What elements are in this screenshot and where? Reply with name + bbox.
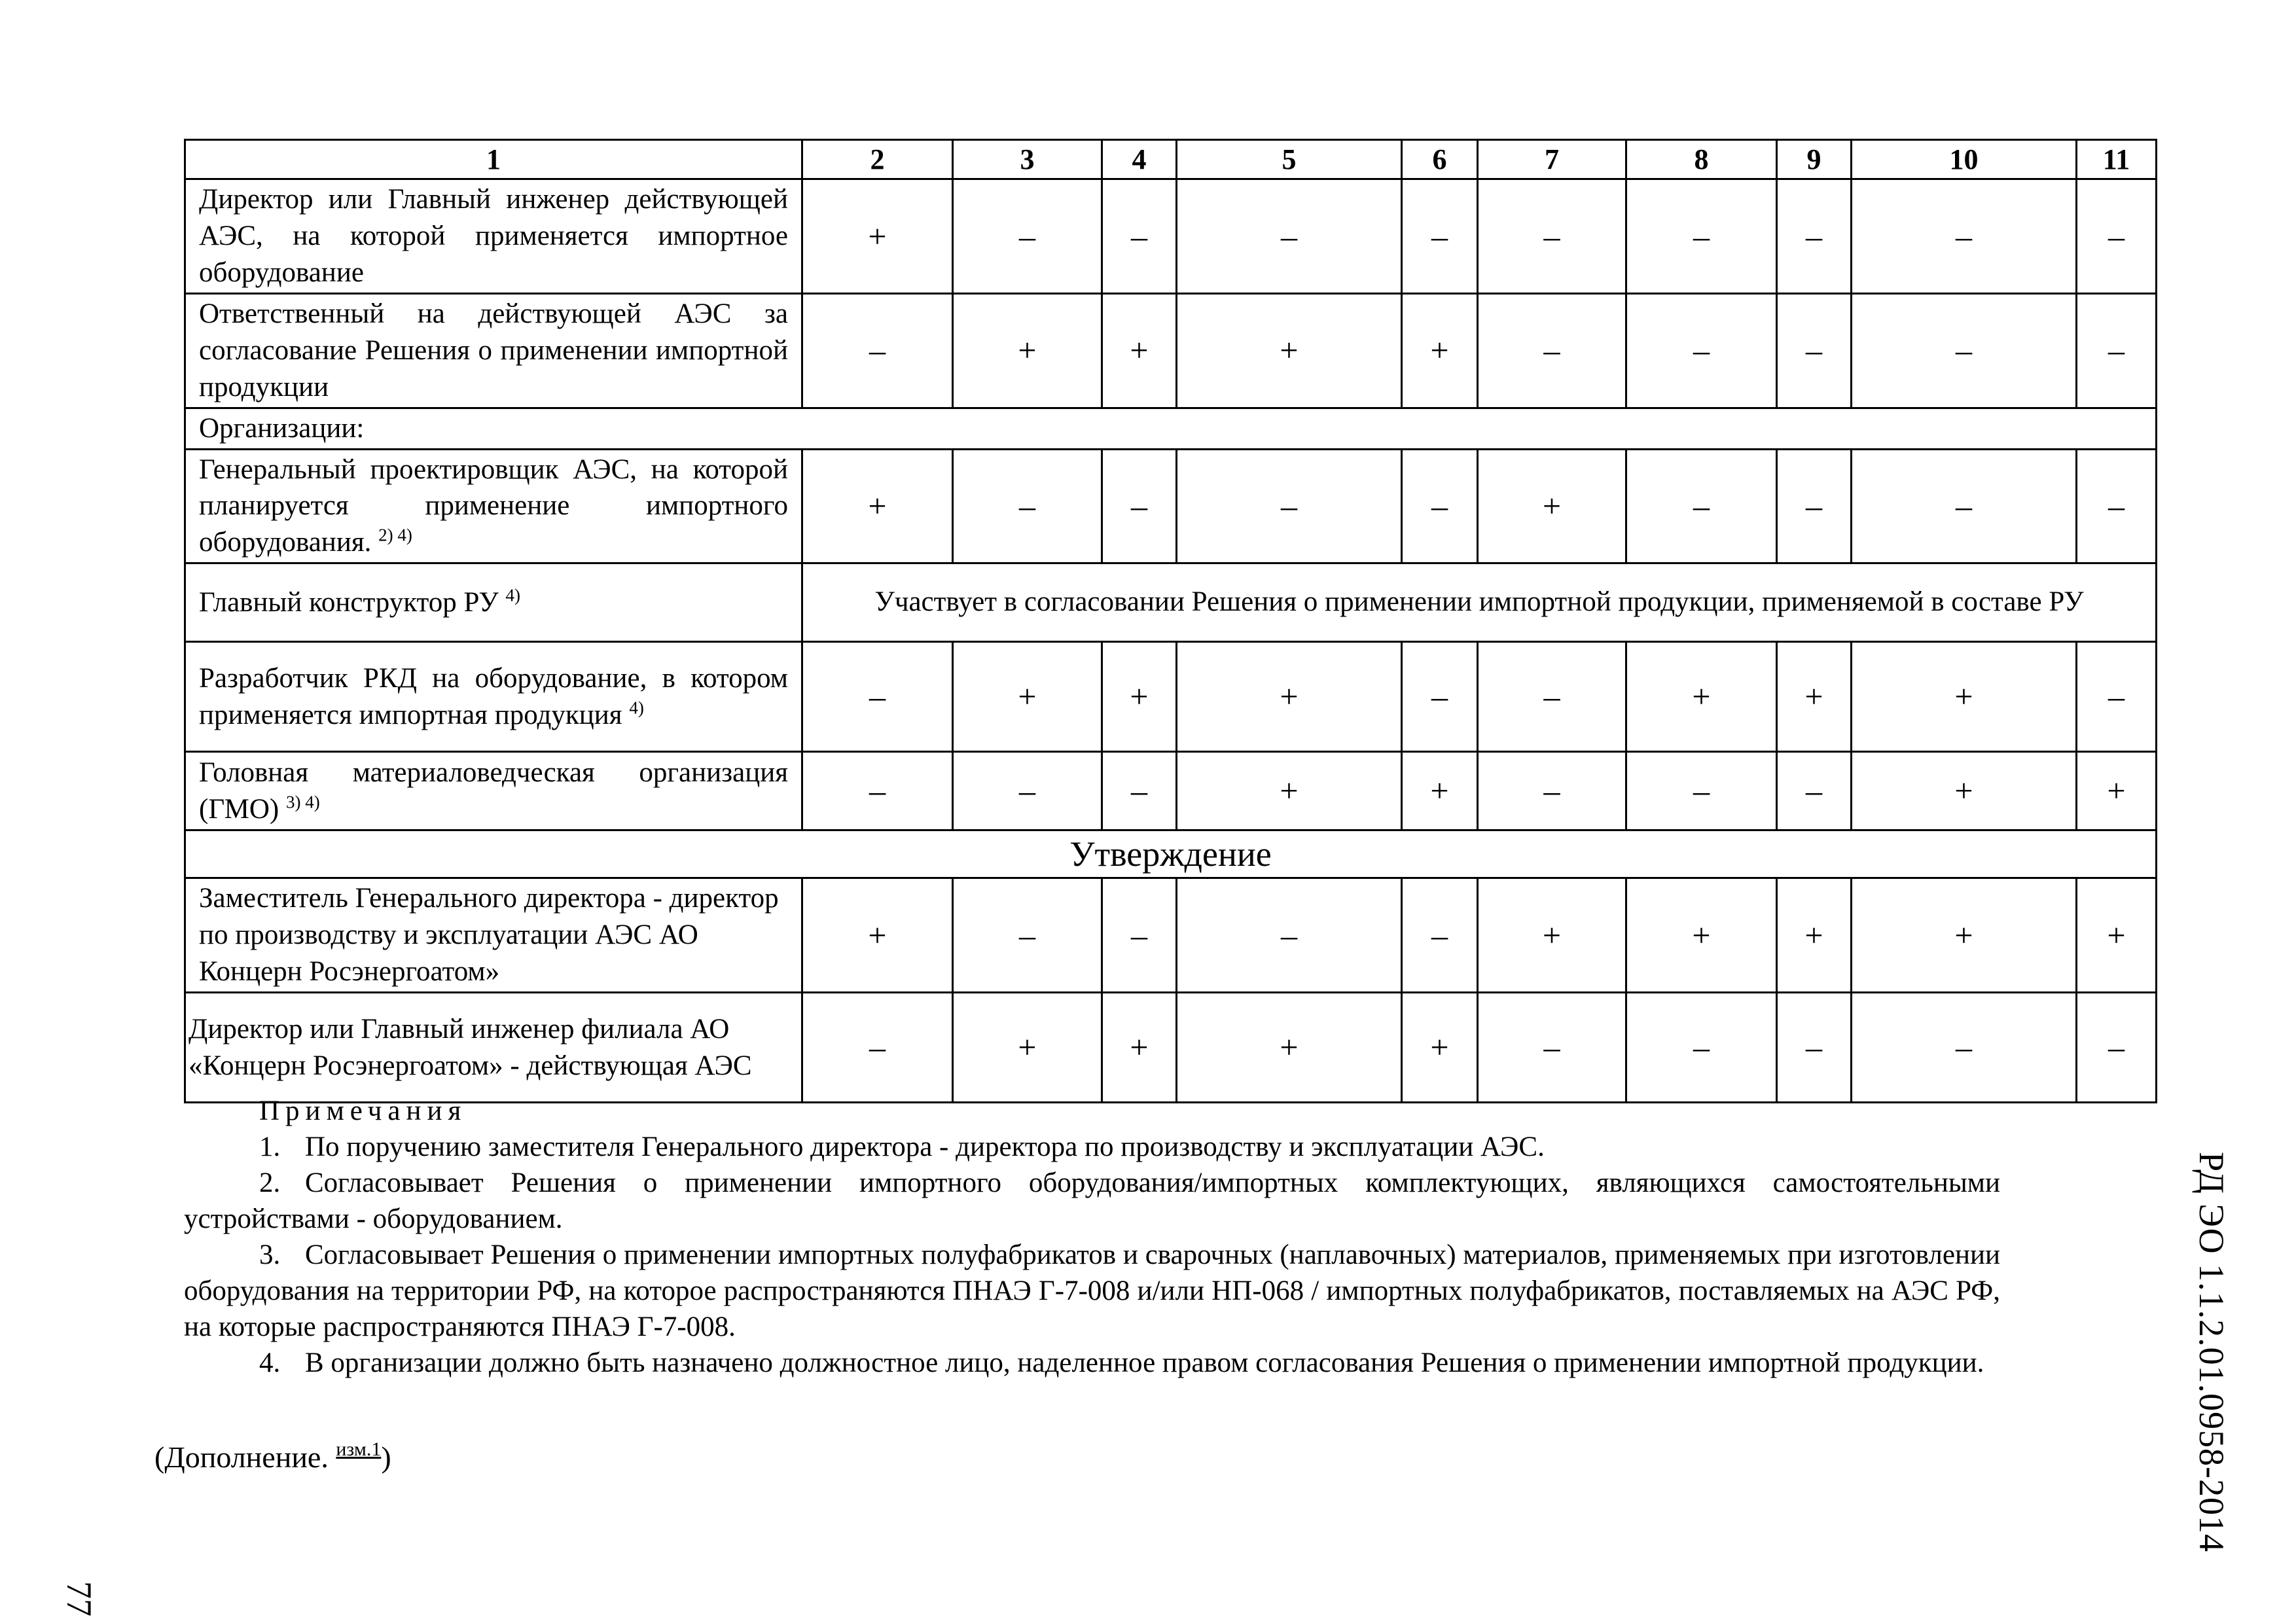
mark-cell: – bbox=[1777, 293, 1852, 408]
column-number: 9 bbox=[1777, 140, 1852, 179]
mark-cell: – bbox=[1626, 752, 1777, 830]
mark-cell: – bbox=[953, 878, 1102, 993]
mark-cell: – bbox=[1102, 179, 1177, 294]
column-number: 11 bbox=[2077, 140, 2157, 179]
note-text: По поручению заместителя Генерального директора - директора по производству и эксплуатации АЭС. bbox=[305, 1132, 1545, 1162]
mark-cell: – bbox=[1626, 179, 1777, 294]
mark-cell: – bbox=[953, 449, 1102, 563]
section-title-approval: Утверждение bbox=[185, 830, 2157, 878]
participant-name-text: Генеральный проектировщик АЭС, на которой планируется применение импортного оборудования. bbox=[199, 454, 788, 558]
mark-cell: – bbox=[1852, 293, 2077, 408]
footnote-ref: 3) 4) bbox=[285, 792, 320, 812]
column-number-row bbox=[185, 140, 2157, 179]
notes-block bbox=[184, 1093, 2000, 1381]
participant-name-text: Головная материаловедческая организация (ГМО) bbox=[199, 757, 788, 825]
mark-cell: – bbox=[1626, 293, 1777, 408]
table-row bbox=[185, 293, 2157, 408]
mark-cell: – bbox=[2077, 642, 2157, 752]
section-row bbox=[185, 408, 2157, 449]
column-number: 10 bbox=[1852, 140, 2077, 179]
mark-cell: + bbox=[802, 449, 953, 563]
mark-cell: + bbox=[1177, 293, 1402, 408]
mark-cell: + bbox=[1177, 642, 1402, 752]
mark-cell: – bbox=[802, 642, 953, 752]
column-number: 6 bbox=[1402, 140, 1478, 179]
mark-cell: + bbox=[1852, 642, 2077, 752]
table-row bbox=[185, 179, 2157, 294]
footnote-ref: 4) bbox=[629, 698, 644, 718]
addition-suffix: ) bbox=[381, 1440, 391, 1474]
mark-cell: – bbox=[1626, 449, 1777, 563]
addition-note bbox=[154, 1438, 391, 1474]
mark-cell: + bbox=[953, 993, 1102, 1103]
mark-cell: + bbox=[2077, 878, 2157, 993]
mark-cell: – bbox=[1478, 993, 1626, 1103]
table-row bbox=[185, 878, 2157, 993]
mark-cell: + bbox=[2077, 752, 2157, 830]
mark-cell: – bbox=[1402, 878, 1478, 993]
table-row bbox=[185, 642, 2157, 752]
mark-cell: – bbox=[1177, 449, 1402, 563]
mark-cell: + bbox=[1177, 752, 1402, 830]
mark-cell: + bbox=[1777, 878, 1852, 993]
mark-cell: – bbox=[1852, 449, 2077, 563]
section-row bbox=[185, 830, 2157, 878]
mark-cell: + bbox=[1478, 878, 1626, 993]
column-number: 3 bbox=[953, 140, 1102, 179]
column-number: 1 bbox=[185, 140, 802, 179]
note-text: Согласовывает Решения о применении импортных полуфабрикатов и сварочных (наплавочных) материалов, применяемых при изготовлении оборудования на территории РФ, на которое распространяются ПНАЭ Г-7-008 и/или НП-068 / импортных полуфабрикатов, поставляемых на АЭС РФ, на которые распространяются ПНАЭ Г-7-008. bbox=[184, 1240, 2000, 1342]
mark-cell: + bbox=[953, 642, 1102, 752]
column-number: 7 bbox=[1478, 140, 1626, 179]
mark-cell: + bbox=[1626, 878, 1777, 993]
mark-cell: – bbox=[802, 293, 953, 408]
mark-cell: – bbox=[1777, 993, 1852, 1103]
mark-cell: + bbox=[953, 293, 1102, 408]
mark-cell: – bbox=[2077, 993, 2157, 1103]
mark-cell: – bbox=[1852, 179, 2077, 294]
mark-cell: – bbox=[802, 752, 953, 830]
note-number: 3. bbox=[259, 1240, 281, 1270]
note-number: 1. bbox=[259, 1132, 281, 1162]
mark-cell: – bbox=[1478, 642, 1626, 752]
mark-cell: – bbox=[1777, 179, 1852, 294]
note-number: 2. bbox=[259, 1168, 281, 1198]
participant-name: Директор или Главный инженер филиала АО «Концерн Росэнергоатом» - действующая АЭС bbox=[185, 993, 802, 1103]
mark-cell: + bbox=[802, 179, 953, 294]
notes-title: Примечания bbox=[259, 1096, 467, 1126]
page-number: 77 bbox=[60, 1581, 99, 1616]
mark-cell: – bbox=[1478, 293, 1626, 408]
mark-cell: – bbox=[1852, 993, 2077, 1103]
participant-name: Директор или Главный инженер действующей АЭС, на которой применяется импортное оборудование bbox=[185, 179, 802, 294]
mark-cell: + bbox=[1626, 642, 1777, 752]
participant-name bbox=[185, 449, 802, 563]
mark-cell: – bbox=[1102, 449, 1177, 563]
mark-cell: – bbox=[1102, 878, 1177, 993]
mark-cell: – bbox=[1777, 752, 1852, 830]
table-row bbox=[185, 993, 2157, 1103]
note-item bbox=[184, 1345, 2000, 1381]
note-item bbox=[184, 1165, 2000, 1237]
mark-cell: – bbox=[1177, 878, 1402, 993]
column-number: 2 bbox=[802, 140, 953, 179]
mark-cell: + bbox=[1777, 642, 1852, 752]
mark-cell: – bbox=[2077, 179, 2157, 294]
mark-cell: – bbox=[1402, 179, 1478, 294]
mark-cell: – bbox=[1478, 752, 1626, 830]
table-row bbox=[185, 752, 2157, 830]
mark-cell: + bbox=[1402, 752, 1478, 830]
approval-matrix-table bbox=[184, 139, 2157, 1103]
change-reference: изм.1 bbox=[336, 1438, 382, 1460]
table-row bbox=[185, 449, 2157, 563]
note-text: Согласовывает Решения о применении импортного оборудования/импортных комплектующих, являющихся самостоятельными устройствами - оборудованием. bbox=[184, 1168, 2000, 1234]
mark-cell: + bbox=[1102, 642, 1177, 752]
column-number: 5 bbox=[1177, 140, 1402, 179]
mark-cell: + bbox=[1852, 752, 2077, 830]
column-number: 4 bbox=[1102, 140, 1177, 179]
mark-cell: – bbox=[1102, 752, 1177, 830]
note-number: 4. bbox=[259, 1347, 281, 1378]
mark-cell: – bbox=[1478, 179, 1626, 294]
mark-cell: + bbox=[1478, 449, 1626, 563]
mark-cell: – bbox=[2077, 449, 2157, 563]
mark-cell: + bbox=[1102, 293, 1177, 408]
chief-designer-note: Участвует в согласовании Решения о применении импортной продукции, применяемой в составе РУ bbox=[802, 563, 2157, 642]
note-text: В организации должно быть назначено должностное лицо, наделенное правом согласования Решения о применении импортной продукции. bbox=[305, 1347, 1984, 1378]
footnote-ref: 2) 4) bbox=[378, 525, 412, 545]
mark-cell: + bbox=[802, 878, 953, 993]
addition-prefix: (Дополнение. bbox=[154, 1440, 329, 1474]
note-item bbox=[184, 1237, 2000, 1345]
note-item bbox=[184, 1129, 2000, 1165]
mark-cell: – bbox=[802, 993, 953, 1103]
section-title-organizations: Организации: bbox=[185, 408, 2157, 449]
mark-cell: – bbox=[953, 752, 1102, 830]
participant-name-text: Главный конструктор РУ bbox=[199, 586, 499, 618]
mark-cell: – bbox=[1626, 993, 1777, 1103]
mark-cell: – bbox=[1402, 449, 1478, 563]
participant-name-text: Разработчик РКД на оборудование, в котором применяется импортная продукция bbox=[199, 662, 788, 730]
mark-cell: – bbox=[1402, 642, 1478, 752]
mark-cell: – bbox=[1777, 449, 1852, 563]
mark-cell: – bbox=[953, 179, 1102, 294]
table-row bbox=[185, 563, 2157, 642]
document-code: РД ЭО 1.1.2.01.0958-2014 bbox=[2192, 1152, 2231, 1553]
participant-name bbox=[185, 642, 802, 752]
footnote-ref: 4) bbox=[505, 585, 521, 605]
mark-cell: – bbox=[1177, 179, 1402, 294]
mark-cell: + bbox=[1177, 993, 1402, 1103]
mark-cell: + bbox=[1402, 293, 1478, 408]
mark-cell: + bbox=[1102, 993, 1177, 1103]
participant-name: Ответственный на действующей АЭС за согласование Решения о применении импортной продукции bbox=[185, 293, 802, 408]
participant-name bbox=[185, 752, 802, 830]
mark-cell: – bbox=[2077, 293, 2157, 408]
mark-cell: + bbox=[1402, 993, 1478, 1103]
participant-name: Заместитель Генерального директора - директор по производству и эксплуатации АЭС АО Концерн Росэнергоатом» bbox=[185, 878, 802, 993]
participant-name bbox=[185, 563, 802, 642]
column-number: 8 bbox=[1626, 140, 1777, 179]
mark-cell: + bbox=[1852, 878, 2077, 993]
